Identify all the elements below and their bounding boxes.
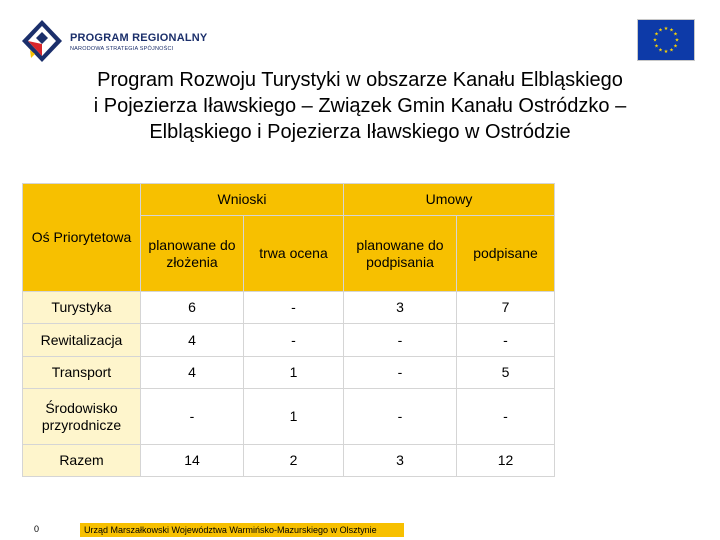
cell-value: 1 <box>244 357 344 389</box>
cell-value: - <box>244 292 344 324</box>
footer-text: Urząd Marszałkowski Województwa Warmińsko-Mazurskiego w Olsztynie <box>84 525 377 535</box>
svg-text:★: ★ <box>669 27 674 34</box>
eu-stars <box>638 20 694 60</box>
table-row <box>23 324 555 357</box>
title-line-1: Program Rozwoju Turystyki w obszarze Kanału Elbląskiego <box>97 69 623 91</box>
group-header-wnioski: Wnioski <box>141 184 344 216</box>
logo-subtitle: NARODOWA STRATEGIA SPÓJNOŚCI <box>70 46 174 52</box>
cell-value: 3 <box>344 445 457 477</box>
cell-value: 14 <box>141 445 244 477</box>
col-header-trwa-ocena: trwa ocena <box>244 216 344 292</box>
table-row <box>23 292 555 324</box>
cell-value: 2 <box>244 445 344 477</box>
svg-text:★: ★ <box>654 31 659 38</box>
cell-value: 1 <box>244 389 344 445</box>
program-regionalny-logo-icon <box>22 20 62 62</box>
program-regionalny-logo <box>22 20 212 64</box>
table-row-total <box>23 445 555 477</box>
svg-text:★: ★ <box>652 37 658 44</box>
group-header-umowy: Umowy <box>344 184 555 216</box>
row-label: Razem <box>23 445 141 477</box>
col-header-podpisane: podpisane <box>457 216 555 292</box>
applications-table <box>22 183 555 477</box>
axis-header: Oś Priorytetowa <box>23 184 141 292</box>
cell-value: 7 <box>457 292 555 324</box>
cell-value: - <box>344 324 457 357</box>
table-row <box>23 389 555 445</box>
table-row <box>23 357 555 389</box>
title-line-3: Elbląskiego i Pojezierza Iławskiego w Ostródzie <box>149 121 571 143</box>
logo-title: PROGRAM REGIONALNY <box>70 32 208 44</box>
svg-text:★: ★ <box>663 49 669 55</box>
cell-value: - <box>344 357 457 389</box>
cell-value: - <box>457 324 555 357</box>
cell-value: - <box>344 389 457 445</box>
page-number: 0 <box>34 524 40 534</box>
cell-value: 6 <box>141 292 244 324</box>
cell-value: 4 <box>141 324 244 357</box>
col-header-planowane-zlozenia: planowane do złożenia <box>141 216 244 292</box>
row-label: Środowisko przyrodnicze <box>23 389 141 445</box>
cell-value: - <box>244 324 344 357</box>
svg-text:★: ★ <box>674 37 680 44</box>
svg-text:★: ★ <box>663 26 669 32</box>
cell-value: - <box>141 389 244 445</box>
header-row-groups <box>23 184 555 216</box>
cell-value: - <box>457 389 555 445</box>
row-label: Transport <box>23 357 141 389</box>
col-header-planowane-podpisania: planowane do podpisania <box>344 216 457 292</box>
cell-value: 3 <box>344 292 457 324</box>
svg-text:★: ★ <box>673 43 678 50</box>
row-label: Rewitalizacja <box>23 324 141 357</box>
svg-text:★: ★ <box>673 31 678 38</box>
cell-value: 5 <box>457 357 555 389</box>
cell-value: 12 <box>457 445 555 477</box>
svg-text:★: ★ <box>658 47 663 54</box>
eu-flag-icon <box>637 19 695 61</box>
svg-text:★: ★ <box>658 27 663 34</box>
title-line-2: i Pojezierza Iławskiego – Związek Gmin Kanału Ostródzko – <box>93 95 627 117</box>
svg-text:★: ★ <box>669 47 674 54</box>
cell-value: 4 <box>141 357 244 389</box>
svg-text:★: ★ <box>654 43 659 50</box>
row-label: Turystyka <box>23 292 141 324</box>
page-title <box>30 67 690 145</box>
